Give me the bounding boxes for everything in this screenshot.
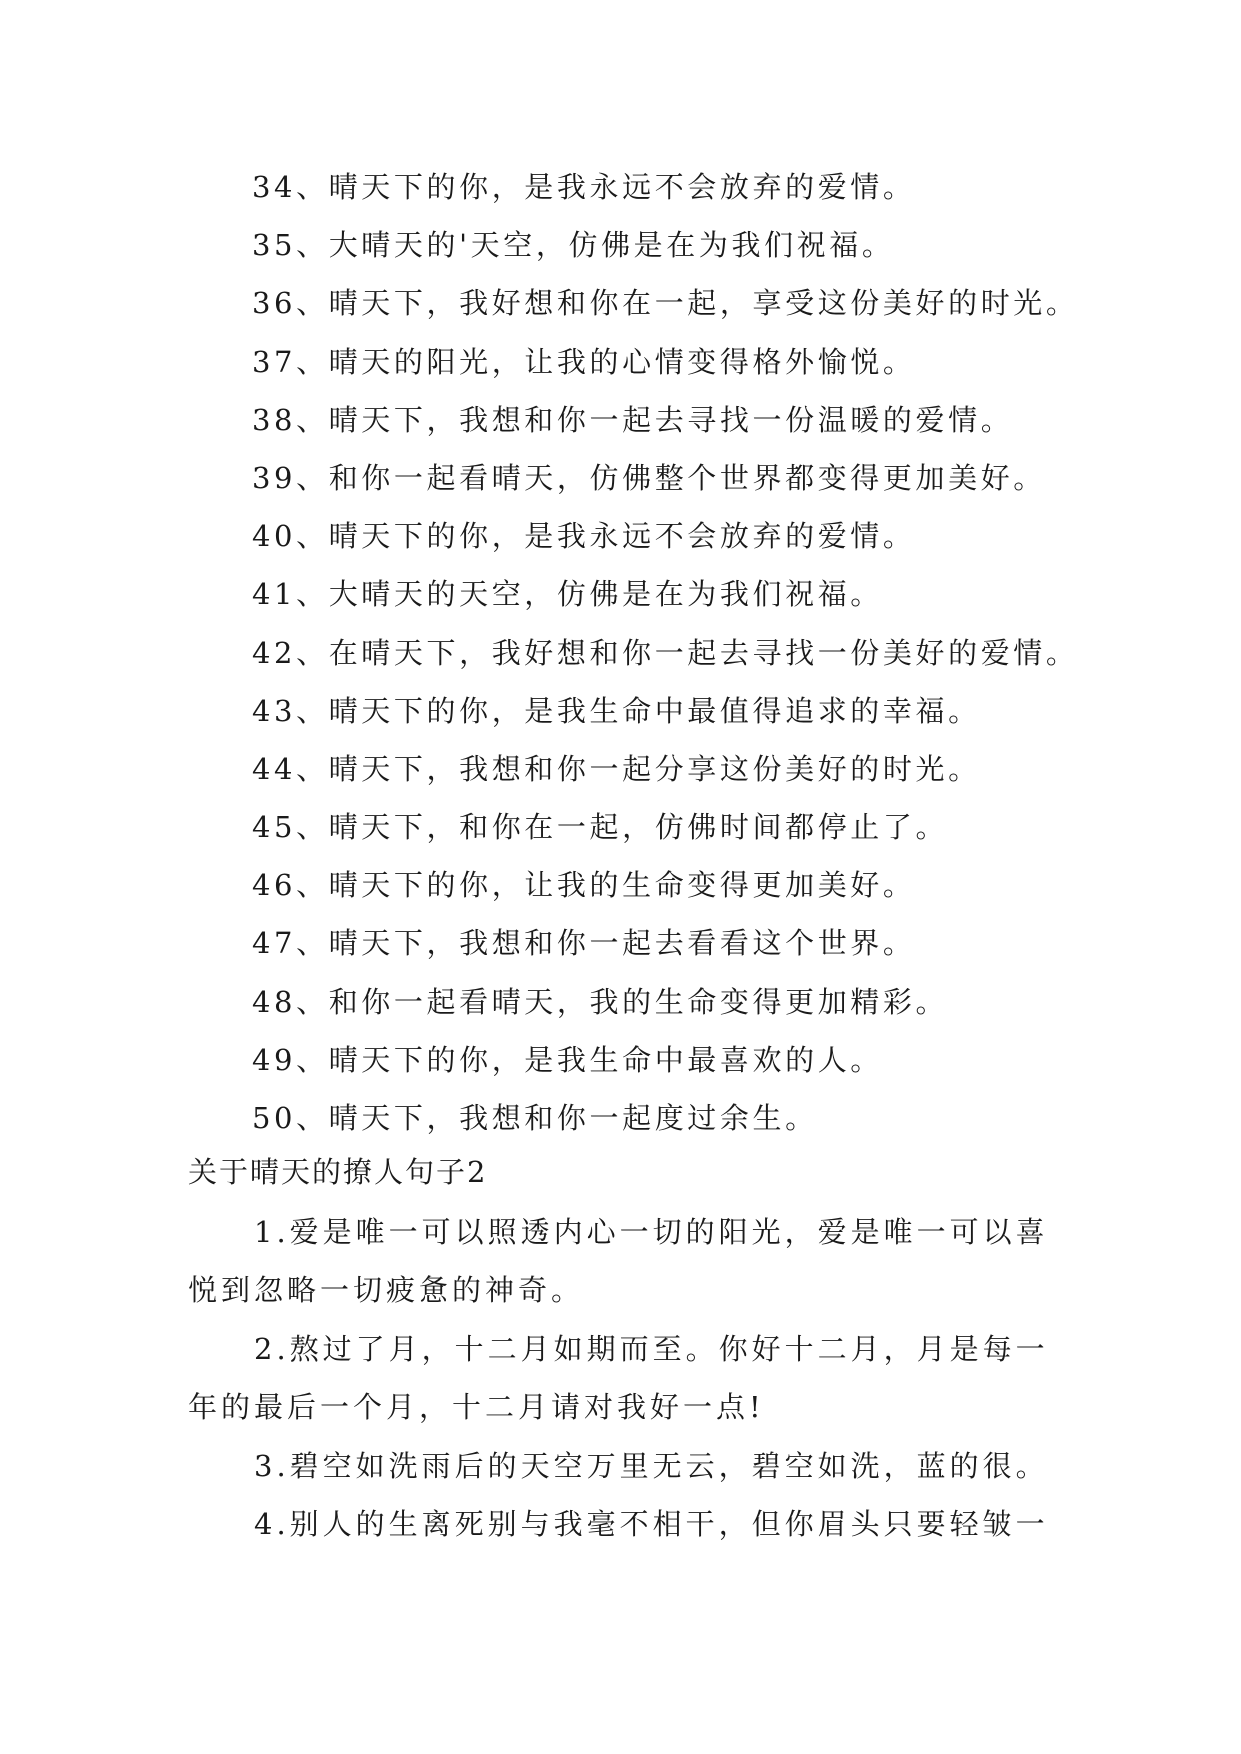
list-item: 38、晴天下，我想和你一起去寻找一份温暖的爱情。 <box>252 402 1014 437</box>
numbered-sentence-list <box>252 158 1079 1147</box>
list-item: 48、和你一起看晴天，我的生命变得更加精彩。 <box>252 984 949 1019</box>
list-item: 47、晴天下，我想和你一起去看看这个世界。 <box>252 926 916 961</box>
list-item: 40、晴天下的你，是我永远不会放弃的爱情。 <box>252 519 916 554</box>
list-item: 35、大晴天的'天空，仿佛是在为我们祝福。 <box>252 228 895 263</box>
list-item: 34、晴天下的你，是我永远不会放弃的爱情。 <box>252 170 916 204</box>
list-item: 46、晴天下的你，让我的生命变得更加美好。 <box>252 868 916 903</box>
paragraph-line: 2.熬过了月，十二月如期而至。你好十二月，月是每一 <box>254 1332 1049 1366</box>
paragraph <box>188 1320 1058 1436</box>
list-item: 37、晴天的阳光，让我的心情变得格外愉悦。 <box>252 344 916 379</box>
list-item: 41、大晴天的天空，仿佛是在为我们祝福。 <box>252 577 883 612</box>
paragraph-line: 3.碧空如洗雨后的天空万里无云，碧空如洗，蓝的很。 <box>254 1449 1049 1483</box>
list-item: 50、晴天下，我想和你一起度过余生。 <box>252 1101 818 1135</box>
paragraph-line: 1.爱是唯一可以照透内心一切的阳光，爱是唯一可以喜 <box>254 1215 1049 1249</box>
list-item: 44、晴天下，我想和你一起分享这份美好的时光。 <box>252 751 981 786</box>
list-item: 42、在晴天下，我好想和你一起去寻找一份美好的爱情。 <box>252 635 1079 670</box>
section-title: 关于晴天的撩人句子2 <box>188 1155 488 1189</box>
list-item: 39、和你一起看晴天，仿佛整个世界都变得更加美好。 <box>252 460 1046 495</box>
paragraph-line: 年的最后一个月，十二月请对我好一点! <box>188 1390 765 1424</box>
list-item: 43、晴天下的你，是我生命中最值得追求的幸福。 <box>252 693 981 728</box>
paragraph-line: 4.别人的生离死别与我毫不相干，但你眉头只要轻皱一 <box>254 1507 1049 1541</box>
list-item: 45、晴天下，和你在一起，仿佛时间都停止了。 <box>252 810 949 845</box>
list-item: 49、晴天下的你，是我生命中最喜欢的人。 <box>252 1042 883 1077</box>
paragraph <box>188 1203 1058 1319</box>
paragraph <box>188 1495 1058 1553</box>
paragraph <box>188 1437 1058 1495</box>
paragraph-line: 悦到忽略一切疲惫的神奇。 <box>188 1273 585 1307</box>
list-item: 36、晴天下，我好想和你在一起，享受这份美好的时光。 <box>252 286 1079 321</box>
